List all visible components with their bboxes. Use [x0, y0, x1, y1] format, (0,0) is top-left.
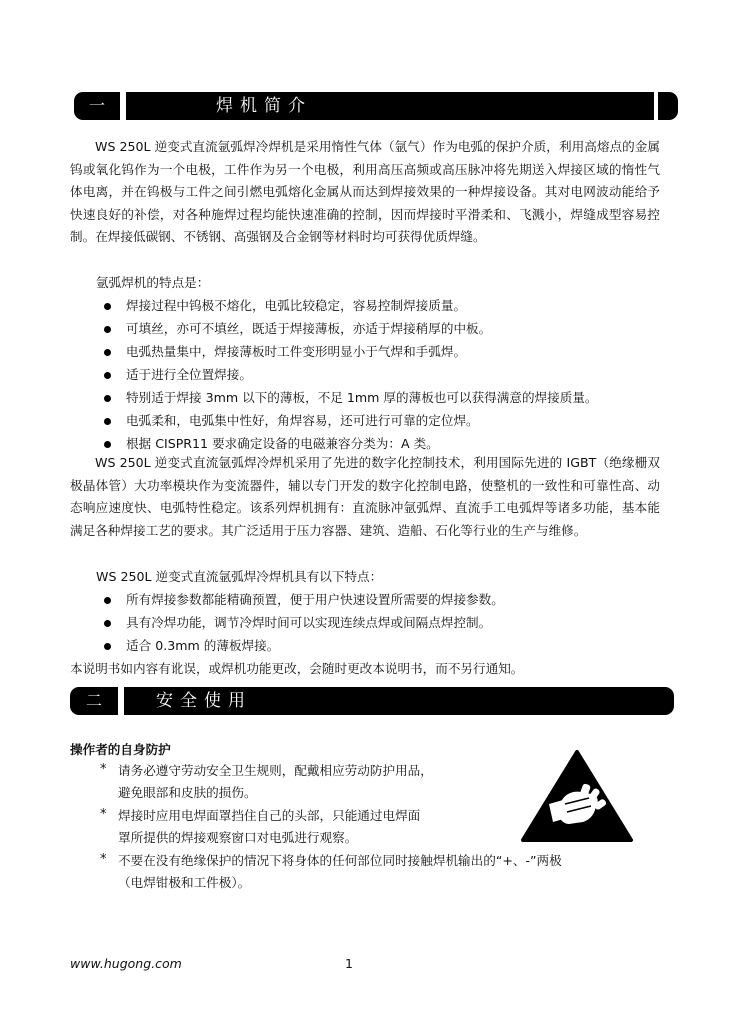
section-header-1: [74, 92, 678, 120]
features-heading: 氩弧焊机的特点是：: [96, 275, 210, 290]
star-marker: *: [100, 762, 107, 777]
section-header-2: [70, 687, 674, 715]
section-number: 二: [70, 687, 118, 715]
safety-item-2-line-2: 罩所提供的焊接观察窗口对电弧进行观察。: [118, 830, 358, 845]
special-heading: WS 250L 逆变式直流氩弧焊冷焊机具有以下特点：: [96, 569, 383, 584]
protective-gear-warning-icon: [519, 748, 635, 844]
list-item: 焊接过程中钨极不熔化，电弧比较稳定，容易控制焊接质量。: [126, 298, 467, 313]
intro-paragraph: WS 250L 逆变式直流氩弧焊冷焊机是采用惰性气体（氩气）作为电弧的保护介质，利用高熔点的金属钨或氧化钨作为一个电极，工件作为另一个电极，利用高压高频或高压脉冲将先期送入焊接区域的惰性气体电离，并在钨极与工件之间引燃电弧熔化金属从而达到焊接效果的一种焊接设备。其对电网波动能给予快速良好的补偿，对各种施焊过程均能快速准确的控制，因而焊接时平滑柔和、飞溅小，焊缝成型容易控制。在焊接低碳钢、不锈钢、高强钢及合金钢等材料时均可获得优质焊缝。: [70, 139, 660, 245]
list-item: 具有冷焊功能，调节冷焊时间可以实现连续点焊或间隔点焊控制。: [126, 615, 492, 630]
notice-text: 本说明书如内容有讹误，或焊机功能更改，会随时更改本说明书，而不另行通知。: [70, 661, 524, 676]
section-title: 安全使用: [124, 687, 674, 715]
footer-url: www.hugong.com: [70, 956, 182, 971]
safety-item-1-line-1: 请务必遵守劳动安全卫生规则，配戴相应劳动防护用品，: [118, 763, 433, 778]
list-item: 根据 CISPR11 要求确定设备的电磁兼容分类为：A 类。: [126, 436, 439, 451]
safety-item-3-line-2: （电焊钳极和工件极）。: [118, 875, 251, 890]
list-item: 电弧柔和，电弧集中性好，角焊容易，还可进行可靠的定位焊。: [126, 413, 479, 428]
safety-item-2-line-1: 焊接时应用电焊面罩挡住自己的头部，只能通过电焊面: [118, 808, 421, 823]
bullet-icon: [104, 597, 111, 604]
bullet-icon: [104, 395, 111, 402]
technology-paragraph: WS 250L 逆变式直流氩弧焊冷焊机采用了先进的数字化控制技术，利用国际先进的 IGBT（绝缘栅双极晶体管）大功率模块作为变流器件，辅以专门开发的数字化控制电路，使整机的一致性和可靠性高、动态响应速度快、电弧特性稳定。该系列焊机拥有：直流脉冲氩弧焊、直流手工电弧焊等诸多功能，基本能满足各种焊接工艺的要求。其广泛适用于压力容器、建筑、造船、石化等行业的生产与维修。: [70, 455, 660, 538]
safety-item-3-line-1: 不要在没有绝缘保护的情况下将身体的任何部位同时接触焊机输出的“+、-”两极: [118, 853, 562, 868]
list-item: 特别适于焊接 3mm 以下的薄板，不足 1mm 厚的薄板也可以获得满意的焊接质量。: [126, 390, 598, 405]
bullet-icon: [104, 349, 111, 356]
bullet-icon: [104, 372, 111, 379]
list-item: 适于进行全位置焊接。: [126, 367, 252, 382]
bullet-icon: [104, 620, 111, 627]
bullet-icon: [104, 418, 111, 425]
star-marker: *: [100, 852, 107, 867]
section-number: 一: [74, 92, 120, 120]
list-item: 电弧热量集中，焊接薄板时工件变形明显小于气焊和手弧焊。: [126, 344, 467, 359]
page-number: 1: [345, 956, 353, 971]
safety-item-1-line-2: 避免眼部和皮肤的损伤。: [118, 785, 257, 800]
bullet-icon: [104, 441, 111, 448]
bullet-icon: [104, 326, 111, 333]
safety-heading: 操作者的自身防护: [70, 742, 171, 757]
list-item: 所有焊接参数都能精确预置，便于用户快速设置所需要的焊接参数。: [126, 592, 504, 607]
bullet-icon: [104, 643, 111, 650]
list-item: 适合 0.3mm 的薄板焊接。: [126, 638, 280, 653]
section-header-end: [658, 92, 678, 120]
list-item: 可填丝，亦可不填丝，既适于焊接薄板，亦适于焊接稍厚的中板。: [126, 321, 492, 336]
bullet-icon: [104, 303, 111, 310]
section-title: 焊机简介: [126, 92, 654, 120]
star-marker: *: [100, 807, 107, 822]
